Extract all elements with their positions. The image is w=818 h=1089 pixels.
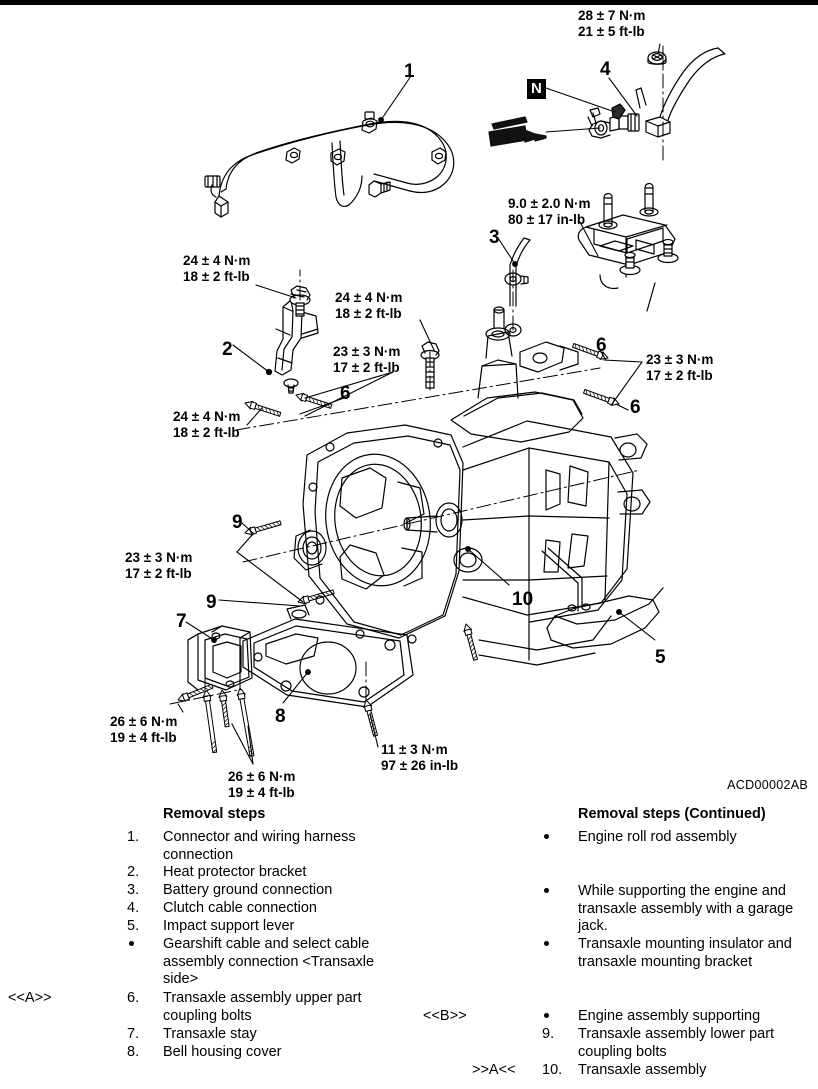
- section-reference-a: >>A<<: [472, 1062, 516, 1078]
- step-number: 4.: [127, 900, 140, 916]
- torque-spec-clutch-cable: [578, 8, 645, 39]
- callout-number-6c: 6: [630, 397, 641, 418]
- step-number: 10.: [542, 1062, 563, 1078]
- callout-number-10: 10: [512, 589, 534, 610]
- step-number: 8.: [127, 1044, 140, 1060]
- torque-spec-heat-protector-upper-left: [183, 253, 250, 284]
- torque-value-nm: 24 ± 4 N·m: [173, 409, 241, 424]
- torque-value-nm: 26 ± 6 N·m: [110, 714, 178, 729]
- torque-value-nm: 28 ± 7 N·m: [578, 8, 646, 23]
- torque-spec-heat-protector-upper-right: [335, 290, 402, 321]
- step-bullet: [127, 936, 161, 954]
- torque-spec-stay-bottom: [228, 769, 295, 800]
- section-marker-a: <<A>>: [8, 990, 52, 1006]
- step-number: 1.: [127, 829, 140, 845]
- section-marker-b: <<B>>: [423, 1008, 467, 1024]
- step-text: Transaxle assembly lower part coupling bolts: [578, 1026, 775, 1060]
- torque-spec-coupling-bolt-left: [333, 344, 400, 375]
- callout-number-4: 4: [600, 59, 611, 80]
- step-text: Engine assembly supporting: [578, 1008, 761, 1024]
- diagram-id-code: ACD00002AB: [727, 778, 808, 792]
- torque-spec-coupling-bolt-right: [646, 352, 713, 383]
- torque-value-imperial: 18 ± 2 ft-lb: [335, 305, 402, 321]
- step-text: Gearshift cable and select cable assembly connection <Transaxle side>: [163, 936, 375, 988]
- marker-n-badge: N: [527, 79, 546, 99]
- step-bullet: [542, 829, 576, 847]
- step-text: Connector and wiring harness connection: [163, 829, 356, 863]
- callout-number-9b: 9: [206, 592, 217, 613]
- torque-spec-mount-bracket: [508, 196, 590, 227]
- step-text: Clutch cable connection: [163, 900, 317, 916]
- torque-spec-heat-protector-lower-left: [173, 409, 240, 440]
- step-bullet: [542, 883, 576, 901]
- torque-value-imperial: 17 ± 2 ft-lb: [125, 565, 192, 581]
- callout-number-9a: 9: [232, 512, 243, 533]
- step-text: While supporting the engine and transaxle assembly with a garage jack.: [578, 883, 794, 935]
- step-text: Bell housing cover: [163, 1044, 282, 1060]
- torque-spec-lower-coupling-bolt: [125, 550, 192, 581]
- callout-number-8: 8: [275, 706, 286, 727]
- step-number: 2.: [127, 864, 140, 880]
- torque-value-imperial: 18 ± 2 ft-lb: [183, 268, 250, 284]
- torque-value-nm: 11 ± 3 N·m: [381, 742, 448, 757]
- step-text: Transaxle assembly upper part coupling bolts: [163, 990, 362, 1024]
- step-bullet: [542, 1008, 576, 1026]
- callout-number-3: 3: [489, 227, 500, 248]
- step-number: 3.: [127, 882, 140, 898]
- torque-value-imperial: 19 ± 4 ft-lb: [110, 729, 177, 745]
- step-text: Engine roll rod assembly: [578, 829, 737, 845]
- callout-number-1: 1: [404, 61, 415, 82]
- torque-value-nm: 24 ± 4 N·m: [335, 290, 403, 305]
- step-number: 5.: [127, 918, 140, 934]
- step-text: Transaxle stay: [163, 1026, 257, 1042]
- torque-value-imperial: 19 ± 4 ft-lb: [228, 784, 295, 800]
- torque-value-imperial: 80 ± 17 in-lb: [508, 211, 586, 227]
- torque-value-imperial: 18 ± 2 ft-lb: [173, 424, 240, 440]
- torque-value-imperial: 97 ± 26 in-lb: [381, 757, 459, 773]
- torque-value-nm: 24 ± 4 N·m: [183, 253, 251, 268]
- step-text: Transaxle assembly: [578, 1062, 707, 1078]
- removal-steps-heading: Removal steps: [163, 806, 266, 822]
- torque-spec-bell-housing-cover: [381, 742, 458, 773]
- step-text: Heat protector bracket: [163, 864, 307, 880]
- callout-number-2: 2: [222, 339, 233, 360]
- torque-value-imperial: 17 ± 2 ft-lb: [646, 367, 713, 383]
- removal-steps-continued-heading: Removal steps (Continued): [578, 806, 766, 822]
- step-number: 9.: [542, 1026, 555, 1042]
- callout-number-6a: 6: [340, 383, 351, 404]
- callout-number-7: 7: [176, 611, 187, 632]
- step-text: Transaxle mounting insulator and transaxle mounting bracket: [578, 936, 792, 970]
- step-text: Impact support lever: [163, 918, 295, 934]
- step-number: 7.: [127, 1026, 140, 1042]
- callout-number-5: 5: [655, 647, 666, 668]
- step-bullet: [542, 936, 576, 954]
- callout-number-6b: 6: [596, 335, 607, 356]
- torque-value-nm: 23 ± 3 N·m: [646, 352, 714, 367]
- torque-value-nm: 23 ± 3 N·m: [125, 550, 193, 565]
- torque-value-imperial: 17 ± 2 ft-lb: [333, 359, 400, 375]
- torque-value-imperial: 21 ± 5 ft-lb: [578, 23, 645, 39]
- step-number: 6.: [127, 990, 140, 1006]
- step-text: Battery ground connection: [163, 882, 333, 898]
- torque-value-nm: 9.0 ± 2.0 N·m: [508, 196, 591, 211]
- torque-spec-stay-left: [110, 714, 177, 745]
- torque-value-nm: 23 ± 3 N·m: [333, 344, 401, 359]
- torque-value-nm: 26 ± 6 N·m: [228, 769, 296, 784]
